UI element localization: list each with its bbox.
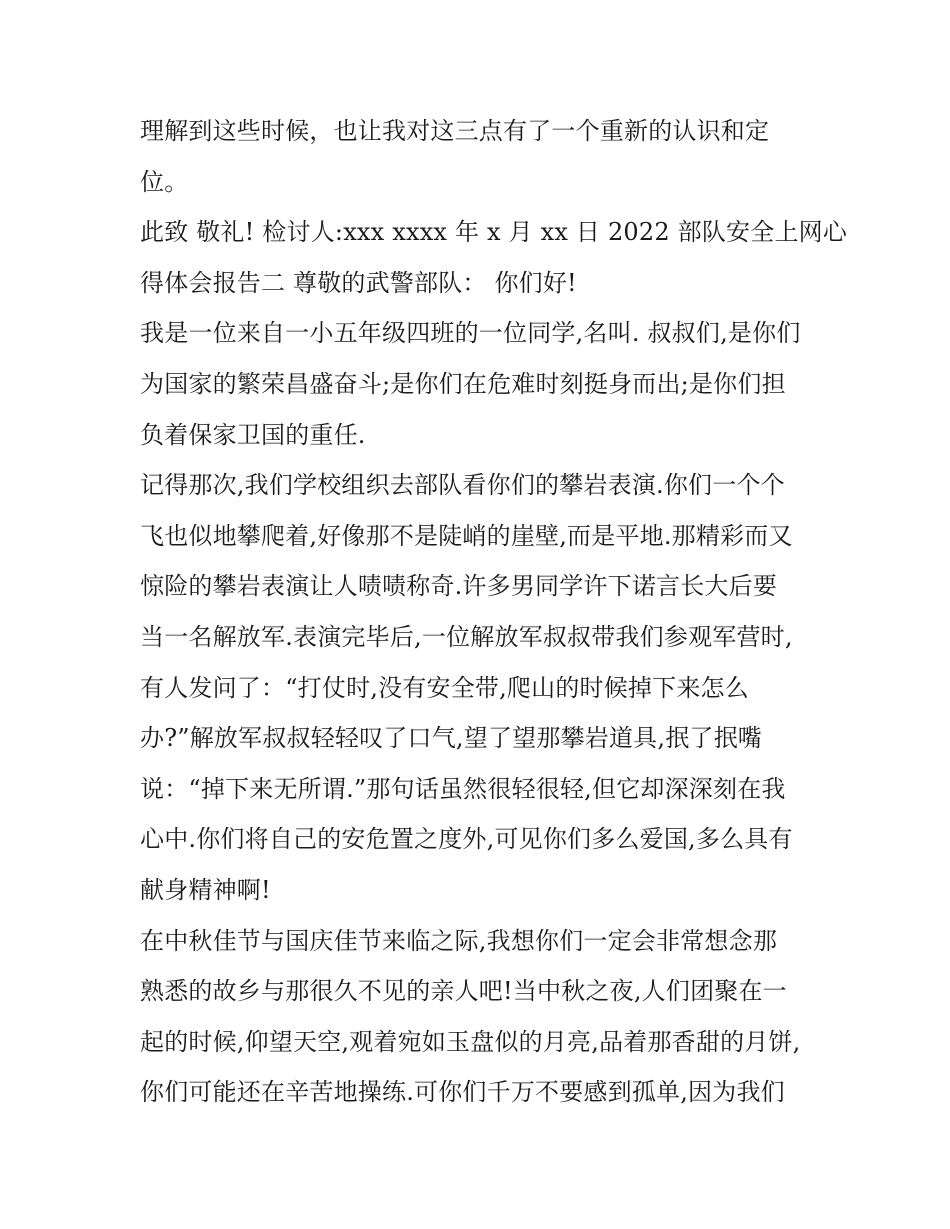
text-line: 惊险的攀岩表演让人啧啧称奇.许多男同学许下诺言长大后要 bbox=[140, 572, 778, 601]
paragraph-3 bbox=[140, 308, 820, 460]
paragraph-5 bbox=[140, 916, 820, 1118]
text-line: 心中.你们将自己的安危置之度外,可见你们多么爱国,多么具有 bbox=[140, 825, 793, 854]
paragraph-1 bbox=[140, 106, 820, 207]
text-line: 你们可能还在辛苦地操练.可你们千万不要感到孤单,因为我们 bbox=[140, 1078, 785, 1107]
text-line: 办?”解放军叔叔轻轻叹了口气,望了望那攀岩道具,抿了抿嘴 bbox=[140, 724, 762, 753]
text-line: 此致 敬礼! 检讨人:xxx xxxx 年 x 月 xx 日 2022 部队安全上网心 bbox=[140, 218, 848, 247]
text-line: 熟悉的故乡与那很久不见的亲人吧!当中秋之夜,人们团聚在一 bbox=[140, 977, 787, 1006]
paragraph-2 bbox=[140, 207, 848, 308]
text-line: 位。 bbox=[140, 167, 189, 196]
text-line: 飞也似地攀爬着,好像那不是陡峭的崖壁,而是平地.那精彩而又 bbox=[140, 521, 793, 550]
document-body bbox=[140, 106, 848, 1118]
text-line: 献身精神啊! bbox=[140, 875, 271, 904]
text-line: 说：“掉下来无所谓.”那句话虽然很轻很轻,但它却深深刻在我 bbox=[140, 774, 786, 803]
text-line: 理解到这些时候，也让我对这三点有了一个重新的认识和定 bbox=[140, 117, 770, 145]
text-line: 在中秋佳节与国庆佳节来临之际,我想你们一定会非常想念那 bbox=[140, 926, 778, 955]
text-line: 得体会报告二 尊敬的武警部队： 你们好! bbox=[140, 268, 577, 297]
text-line: 我是一位来自一小五年级四班的一位同学,名叫. 叔叔们,是你们 bbox=[140, 319, 801, 348]
text-line: 记得那次,我们学校组织去部队看你们的攀岩表演.你们一个个 bbox=[140, 471, 785, 500]
text-line: 负着保家卫国的重任. bbox=[140, 420, 366, 449]
text-line: 起的时候,仰望天空,观着宛如玉盘似的月亮,品着那香甜的月饼, bbox=[140, 1027, 801, 1056]
text-line: 有人发问了：“打仗时,没有安全带,爬山的时候掉下来怎么 bbox=[140, 673, 749, 702]
paragraph-4 bbox=[140, 460, 820, 915]
text-line: 为国家的繁荣昌盛奋斗;是你们在危难时刻挺身而出;是你们担 bbox=[140, 369, 786, 398]
text-line: 当一名解放军.表演完毕后,一位解放军叔叔带我们参观军营时, bbox=[140, 622, 793, 651]
